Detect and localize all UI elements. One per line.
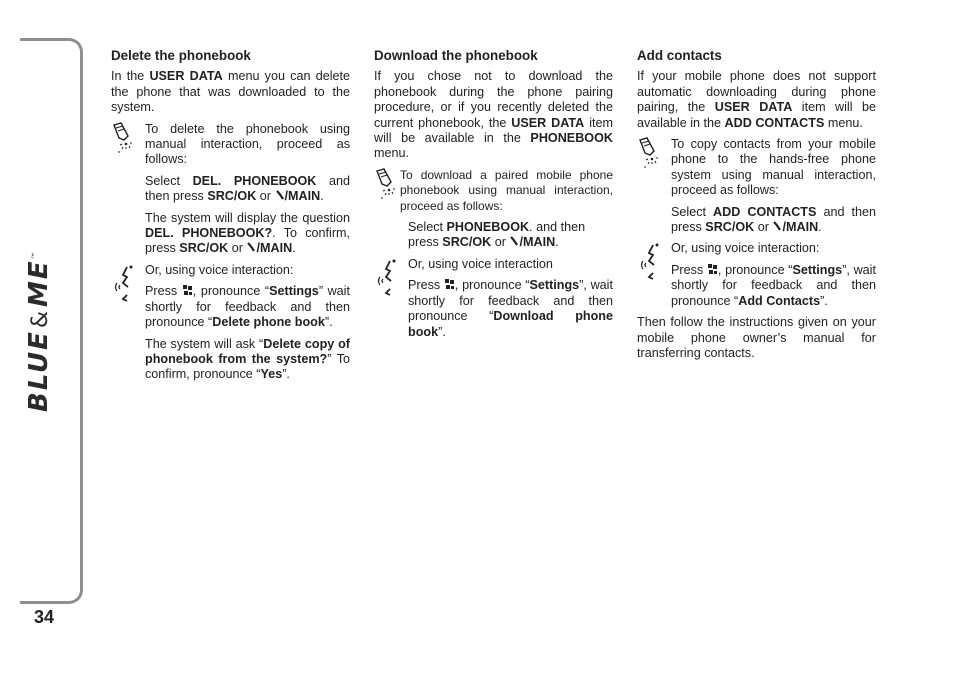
voice-text: Or, using voice interaction — [408, 256, 553, 271]
ask-step: The system will ask “Delete copy of phonebook from the system?” To confirm, pronounce “Yes”. — [145, 336, 350, 382]
brand-logo: BLUE&ME™ — [24, 249, 54, 412]
select-step: Select ADD CONTACTS and then press SRC/OK or /MAIN. — [671, 204, 876, 235]
phone-hangup-key-icon — [772, 221, 782, 231]
voice-text: Or, using voice interaction: — [145, 262, 294, 277]
voice-button-icon — [182, 284, 193, 296]
select-step: Select DEL. PHONEBOOK and then press SRC/OK or /MAIN. — [145, 173, 350, 204]
manual-block — [111, 122, 350, 168]
manual-text: To delete the phonebook using manual interaction, proceed as follows: — [145, 121, 350, 167]
section-add-contacts — [637, 48, 876, 367]
hand-pointer-icon — [374, 168, 400, 200]
select-step: Select PHONEBOOK. and then press SRC/OK or /MAIN. — [408, 220, 586, 250]
voice-block — [637, 241, 876, 309]
section-delete-phonebook — [111, 48, 350, 389]
display-step: The system will display the question DEL. PHONEBOOK?. To confirm, press SRC/OK or /MAIN. — [145, 210, 351, 256]
manual-text: To download a paired mobile phone phonebook using manual interaction, proceed as follows: — [400, 167, 613, 213]
hand-pointer-icon — [111, 122, 137, 154]
intro-paragraph: If you chose not to download the phonebook during the phone pairing procedure, or if you recently deleted the current phonebook, the USER DATA item will be available in the PHONEBOOK menu. — [374, 69, 613, 161]
outro-paragraph: Then follow the instructions given on your mobile phone owner’s manual for transferring contacts. — [637, 315, 876, 360]
press-step: Press , pronounce “Settings” wait shortly for feedback and then pronounce “Delete phone book”. — [145, 284, 350, 330]
section-heading: Delete the phonebook — [111, 48, 251, 63]
voice-block — [111, 263, 350, 383]
voice-head-icon — [111, 263, 139, 309]
phone-hangup-key-icon — [275, 190, 285, 200]
intro-paragraph: If your mobile phone does not support automatic downloading during phone pairing, the USER DATA item will be available in the ADD CONTACTS menu. — [637, 69, 876, 130]
page-number: 34 — [34, 607, 55, 627]
press-step: Press , pronounce “Settings”, wait shortly for feedback and then pronounce “Download phone book”. — [408, 278, 613, 339]
manual-block — [637, 137, 876, 199]
press-step: Press , pronounce “Settings”, wait shortly for feedback and then pronounce “Add Contacts”. — [671, 262, 876, 308]
manual-block — [374, 168, 613, 214]
section-heading: Download the phonebook — [374, 48, 538, 63]
section-heading: Add contacts — [637, 48, 722, 63]
voice-block — [374, 257, 613, 340]
voice-head-icon — [374, 257, 402, 303]
voice-text: Or, using voice interaction: — [671, 241, 820, 256]
voice-button-icon — [707, 263, 718, 275]
intro-paragraph: In the USER DATA menu you can delete the phone that was downloaded to the system. — [111, 69, 351, 115]
manual-text: To copy contacts from your mobile phone to the hands-free phone system using manual interaction, proceed as follows: — [671, 137, 876, 198]
section-download-phonebook — [374, 48, 613, 346]
voice-button-icon — [444, 278, 455, 290]
voice-head-icon — [637, 241, 665, 287]
phone-hangup-key-icon — [246, 242, 256, 252]
hand-pointer-icon — [637, 137, 663, 169]
phone-hangup-key-icon — [509, 236, 519, 246]
